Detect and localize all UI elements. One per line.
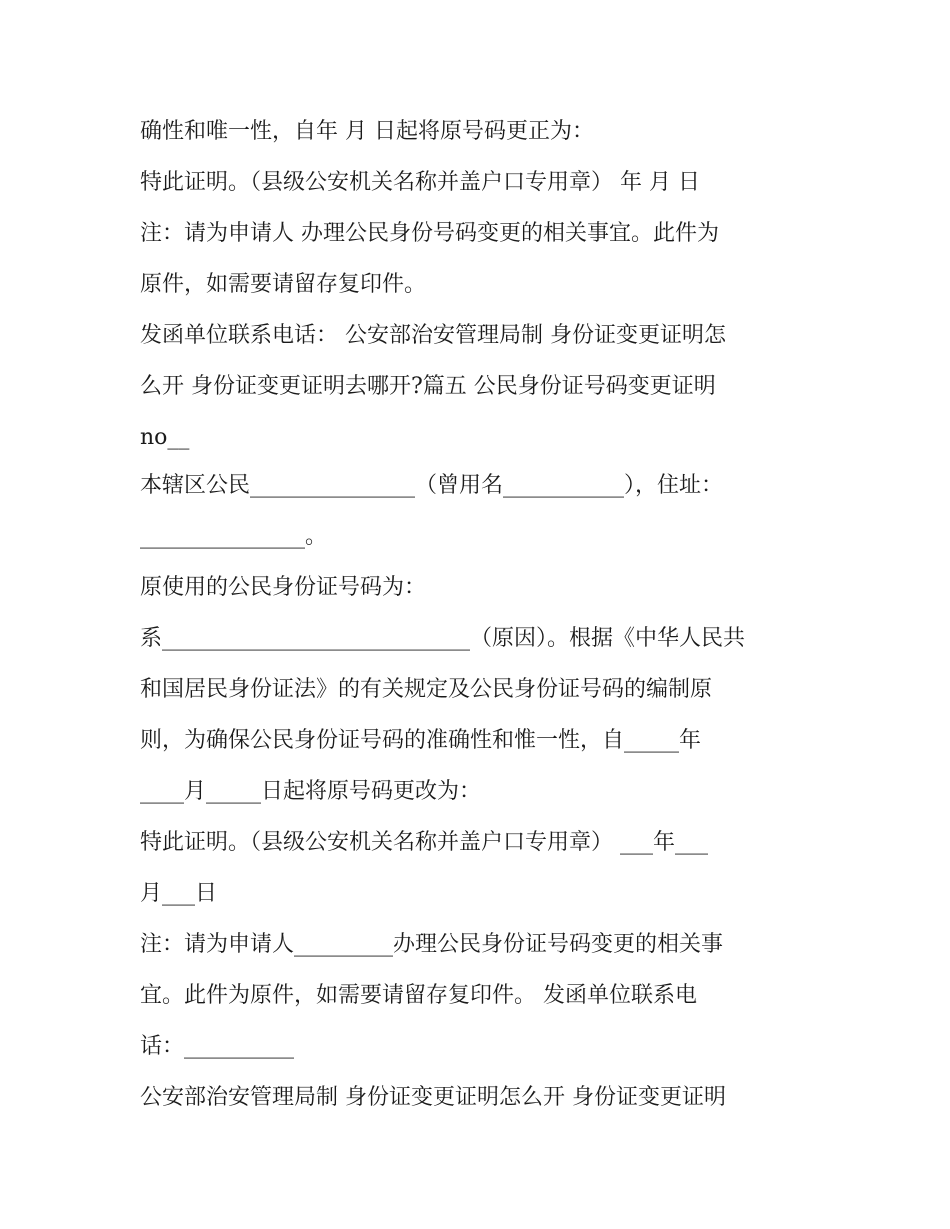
text-line: 则，为确保公民身份证号码的准确性和惟一性，自_____年 (140, 728, 702, 753)
text-line: 么开 身份证变更证明去哪开?篇五 公民身份证号码变更证明 (140, 374, 716, 399)
document-body (140, 106, 805, 1123)
text-line: 月___日 (140, 881, 218, 906)
text-line: ____月_____日起将原号码更改为： (140, 779, 482, 804)
text-line: 原件，如需要请留存复印件。 (140, 272, 427, 297)
text-line: 原使用的公民身份证号码为： (140, 575, 427, 600)
text-line: 公安部治安管理局制 身份证变更证明怎么开 身份证变更证明 (140, 1085, 726, 1110)
text-line: _______________。 (140, 524, 328, 549)
text-line: 宜。此件为原件，如需要请留存复印件。 发函单位联系电 (140, 983, 697, 1008)
text-line: 发函单位联系电话： 公安部治安管理局制 身份证变更证明怎 (140, 323, 726, 348)
text-line: 系____________________________（原因）。根据《中华人民共 (140, 626, 746, 651)
text-line: 注：请为申请人 办理公民身份号码变更的相关事宜。此件为 (140, 221, 719, 246)
text-line: 注：请为申请人_________办理公民身份证号码变更的相关事 (140, 932, 724, 957)
text-line: 话：__________ (140, 1034, 295, 1059)
text-line: 本辖区公民_______________（曾用名___________），住址： (140, 473, 724, 498)
text-line: 特此证明。（县级公安机关名称并盖户口专用章） ___年___ (140, 830, 708, 855)
text-line: 特此证明。（县级公安机关名称并盖户口专用章） 年 月 日 (140, 170, 700, 195)
text-line: 确性和唯一性，自年 月 日起将原号码更正为： (140, 119, 594, 144)
text-line: no__ (140, 425, 190, 450)
text-line: 和国居民身份证法》的有关规定及公民身份证号码的编制原 (140, 677, 713, 702)
